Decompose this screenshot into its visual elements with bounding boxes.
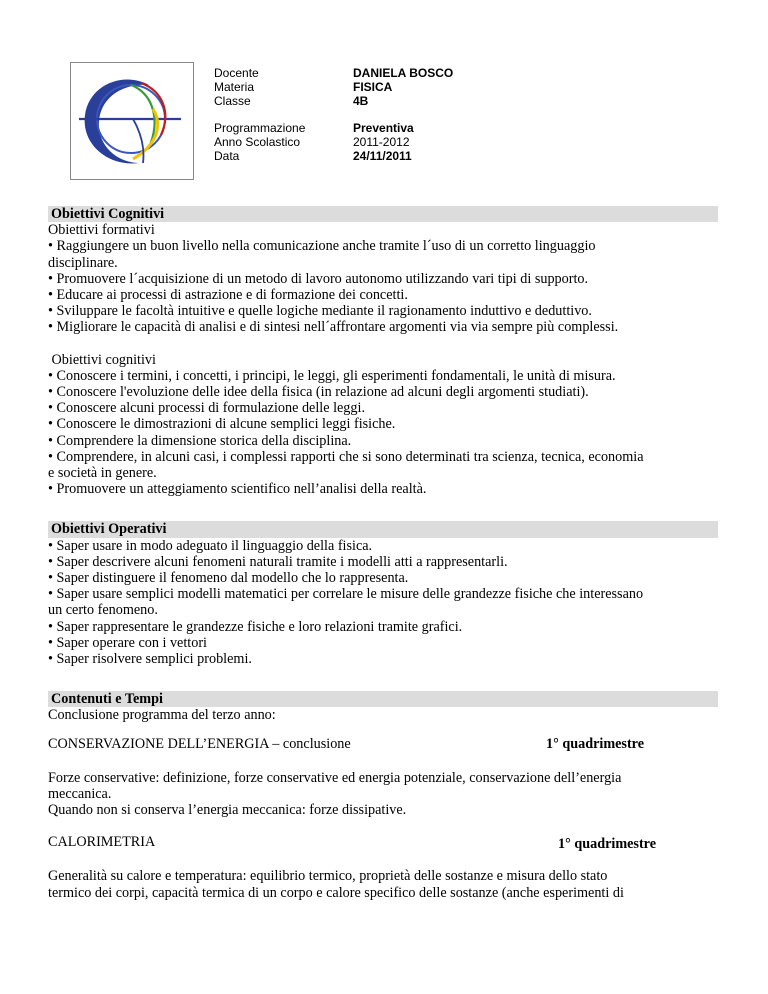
list-item: disciplinare.	[48, 254, 118, 271]
list-item: • Saper risolvere semplici problemi.	[48, 651, 252, 668]
header-label-programmazione: Programmazione	[214, 121, 306, 135]
section-title-cognitivi: Obiettivi Cognitivi	[48, 206, 718, 222]
list-item: • Saper descrivere alcuni fenomeni naturali tramite i modelli atti a rappresentarli.	[48, 553, 508, 570]
topic-period: 1° quadrimestre	[558, 836, 657, 853]
header-value-docente: DANIELA BOSCO	[353, 66, 454, 80]
subheading-cognitivi: Obiettivi cognitivi	[48, 351, 156, 368]
paragraph-line: Generalità su calore e temperatura: equilibrio termico, proprietà delle sostanze e misura dello stato	[48, 868, 608, 885]
list-item: • Comprendere la dimensione storica della disciplina.	[48, 432, 352, 449]
header-value-materia: FISICA	[353, 80, 393, 94]
paragraph-line: Quando non si conserva l’energia meccanica: forze dissipative.	[48, 802, 407, 819]
topic-name: CONSERVAZIONE DELL’ENERGIA – conclusione	[48, 735, 351, 752]
subheading-formativi: Obiettivi formativi	[48, 222, 155, 239]
topic-row	[48, 736, 718, 752]
list-item: un certo fenomeno.	[48, 602, 158, 619]
list-item: • Conoscere i termini, i concetti, i principi, le leggi, gli esperimenti fondamentali, le unità di misura.	[48, 367, 616, 384]
paragraph-line: termico dei corpi, capacità termica di un corpo e calore specifico delle sostanze (anche esperimenti di	[48, 884, 624, 901]
header-label-classe: Classe	[214, 94, 251, 108]
topic-period: 1° quadrimestre	[546, 735, 645, 752]
list-item: • Educare ai processi di astrazione e di formazione dei concetti.	[48, 287, 408, 304]
list-item: e società in genere.	[48, 465, 157, 482]
paragraph-line: meccanica.	[48, 785, 112, 802]
list-item: • Saper usare semplici modelli matematici per correlare le misure delle grandezze fisiche che interessano	[48, 586, 644, 603]
header-value-classe: 4B	[353, 94, 369, 108]
list-item: • Promuovere un atteggiamento scientifico nell’analisi della realtà.	[48, 481, 427, 498]
section-title-contenuti: Contenuti e Tempi	[48, 691, 718, 707]
topic-row	[48, 834, 718, 853]
list-item: • Saper rappresentare le grandezze fisiche e loro relazioni tramite grafici.	[48, 618, 463, 635]
topic-name: CALORIMETRIA	[48, 834, 156, 851]
list-item: • Promuovere l´acquisizione di un metodo di lavoro autonomo utilizzando vari tipi di supporto.	[48, 270, 589, 287]
list-item: • Comprendere, in alcuni casi, i complessi rapporti che si sono determinati tra scienza, tecnica, economia	[48, 448, 644, 465]
header-label-anno: Anno Scolastico	[214, 135, 301, 149]
list-item: • Raggiungere un buon livello nella comunicazione anche tramite l´uso di un corretto linguaggio	[48, 238, 596, 255]
header-label-materia: Materia	[214, 80, 255, 94]
list-item: • Sviluppare le facoltà intuitive e quelle logiche mediante il ragionamento induttivo e deduttivo.	[48, 303, 592, 320]
contenuti-intro: Conclusione programma del terzo anno:	[48, 707, 276, 724]
list-item: • Conoscere l'evoluzione delle idee della fisica (in relazione ad alcuni degli argomenti studiati).	[48, 384, 589, 401]
section-title-operativi: Obiettivi Operativi	[48, 521, 718, 537]
list-item: • Conoscere alcuni processi di formulazione delle leggi.	[48, 400, 365, 417]
header-value-data: 24/11/2011	[353, 149, 412, 163]
document-body	[48, 206, 718, 901]
list-item: • Conoscere le dimostrazioni di alcune semplici leggi fisiche.	[48, 416, 396, 433]
header-value-programmazione: Preventiva	[353, 121, 414, 135]
header-label-docente: Docente	[214, 66, 259, 80]
school-logo-icon	[71, 63, 193, 179]
paragraph-line: Forze conservative: definizione, forze conservative ed energia potenziale, conservazione dell’energia	[48, 769, 622, 786]
header-label-data: Data	[214, 149, 240, 163]
list-item: • Saper usare in modo adeguato il linguaggio della fisica.	[48, 537, 373, 554]
header-value-anno: 2011-2012	[353, 135, 410, 149]
list-item: • Saper distinguere il fenomeno dal modello che lo rappresenta.	[48, 570, 409, 587]
logo-frame	[70, 62, 194, 180]
list-item: • Saper operare con i vettori	[48, 634, 207, 651]
list-item: • Migliorare le capacità di analisi e di sintesi nell´affrontare argomenti via via sempre più complessi.	[48, 319, 619, 336]
